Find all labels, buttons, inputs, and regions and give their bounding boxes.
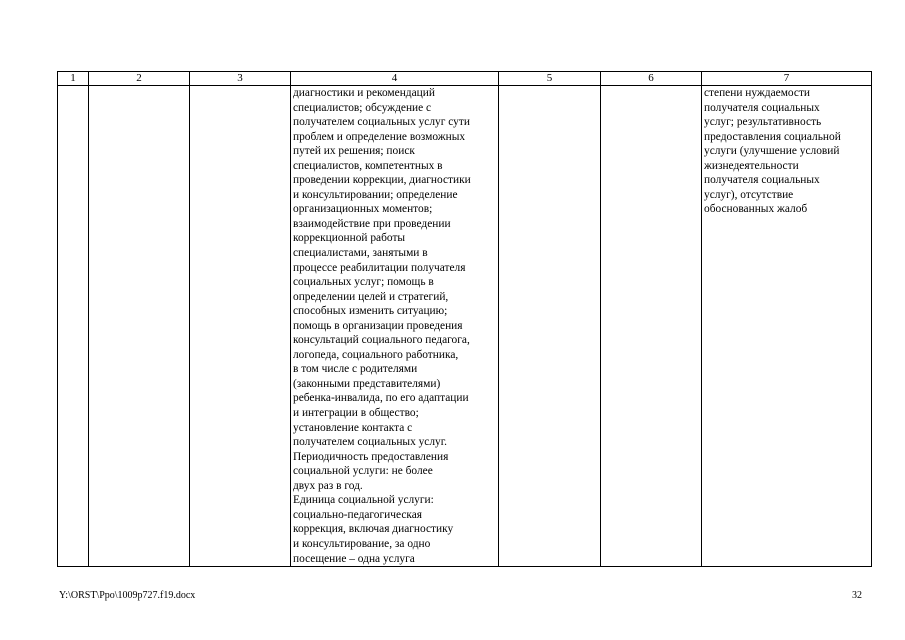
cell-col6 — [601, 86, 702, 567]
column-header: 1 — [58, 72, 89, 86]
column-header: 4 — [291, 72, 499, 86]
cell-col7-evaluation — [702, 86, 872, 567]
text-line: взаимодействие при проведении — [293, 217, 451, 230]
text-line: услуг; результативность — [704, 116, 822, 129]
services-table — [57, 71, 872, 567]
text-line: путей их решения; поиск — [293, 145, 415, 158]
column-header: 7 — [702, 72, 872, 86]
table-row — [58, 86, 872, 567]
column-header: 6 — [601, 72, 702, 86]
text-line: логопеда, социального работника, — [293, 348, 459, 361]
text-line: социально-педагогическая — [293, 508, 423, 521]
text-line: степени нуждаемости — [704, 87, 811, 99]
text-line: Единица социальной услуги: — [293, 494, 434, 507]
text-line: получателем социальных услуг сути — [293, 116, 470, 129]
page-number: 32 — [852, 590, 862, 601]
text-line: услуг), отсутствие — [704, 188, 794, 201]
text-line: консультаций социального педагога, — [293, 334, 470, 347]
cell-col1 — [58, 86, 89, 567]
document-path: Y:\ORST\Ppo\1009p727.f19.docx — [59, 590, 196, 601]
text-line: ребенка-инвалида, по его адаптации — [293, 392, 469, 405]
text-line: и интеграции в общество; — [293, 407, 419, 420]
text-line: установление контакта с — [293, 421, 413, 434]
text-line: диагностики и рекомендаций — [293, 87, 435, 99]
text-line: определении целей и стратегий, — [293, 290, 449, 303]
table-header-row — [58, 72, 872, 86]
text-line: проблем и определение возможных — [293, 130, 466, 143]
text-line: процессе реабилитации получателя — [293, 261, 466, 274]
text-line: обоснованных жалоб — [704, 203, 808, 216]
text-line: коррекционной работы — [293, 232, 406, 245]
column-header: 3 — [190, 72, 291, 86]
text-line: посещение – одна услуга — [293, 552, 415, 565]
text-line: коррекция, включая диагностику — [293, 523, 454, 536]
text-line: социальной услуги: не более — [293, 465, 433, 478]
text-line: в том числе с родителями — [293, 363, 418, 376]
text-line: и консультирование, за одно — [293, 537, 431, 550]
text-line: специалистов; обсуждение с — [293, 101, 432, 114]
text-line: двух раз в год. — [293, 479, 363, 492]
text-line: проведении коррекции, диагностики — [293, 174, 471, 187]
text-line: (законными представителями) — [293, 377, 441, 390]
cell-col2 — [89, 86, 190, 567]
text-line: специалистов, компетентных в — [293, 159, 443, 172]
cell-col4-service-description — [291, 86, 499, 567]
text-line: жизнедеятельности — [704, 159, 799, 172]
text-line: услуги (улучшение условий — [704, 145, 840, 158]
cell-col3 — [190, 86, 291, 567]
text-line: предоставления социальной — [704, 130, 841, 143]
text-line: получателем социальных услуг. — [293, 436, 447, 449]
text-line: получателя социальных — [704, 101, 820, 114]
text-line: специалистами, занятыми в — [293, 247, 428, 260]
text-line: помощь в организации проведения — [293, 319, 463, 332]
text-line: получателя социальных — [704, 174, 820, 187]
column-header: 5 — [499, 72, 601, 86]
service-description-text — [293, 86, 498, 566]
evaluation-text — [704, 86, 871, 217]
text-line: социальных услуг; помощь в — [293, 276, 434, 289]
column-header: 2 — [89, 72, 190, 86]
text-line: Периодичность предоставления — [293, 450, 449, 463]
text-line: и консультировании; определение — [293, 188, 458, 201]
text-line: организационных моментов; — [293, 203, 433, 216]
cell-col5 — [499, 86, 601, 567]
text-line: способных изменить ситуацию; — [293, 305, 448, 318]
